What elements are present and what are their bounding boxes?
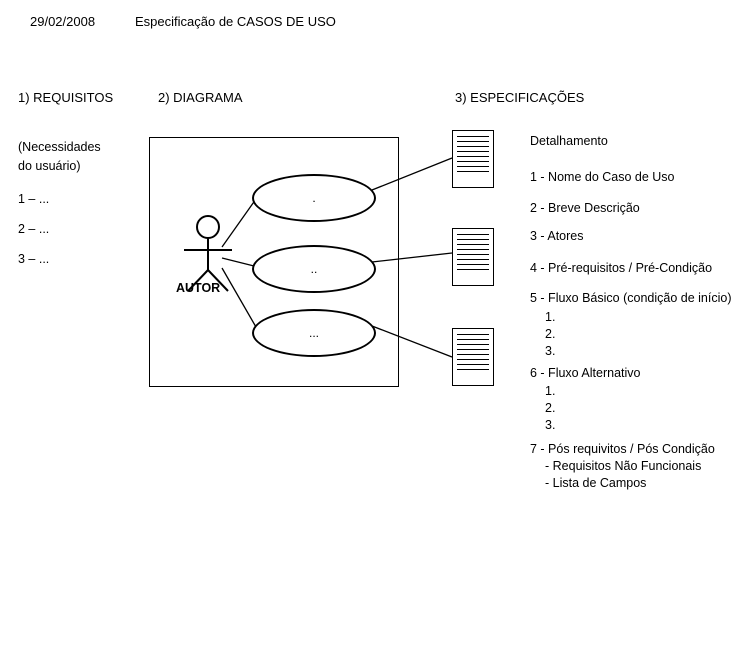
spec-subitem: 2.: [545, 401, 556, 415]
requisito-item: 1 – ...: [18, 192, 50, 206]
document-icon[interactable]: [452, 328, 494, 386]
actor-label: AUTOR: [176, 281, 221, 295]
spec-detail-title: Detalhamento: [530, 134, 608, 148]
document-line: [457, 161, 489, 162]
requisitos-note-line1: (Necessidades: [18, 140, 101, 154]
document-line: [457, 269, 489, 270]
spec-subitem: 1.: [545, 310, 556, 324]
spec-subitem: 3.: [545, 344, 556, 358]
document-line: [457, 344, 489, 345]
document-line: [457, 234, 489, 235]
document-line: [457, 171, 489, 172]
use-case-label: ..: [310, 262, 318, 276]
document-line: [457, 136, 489, 137]
section-heading-especificacoes: 3) ESPECIFICAÇÕES: [455, 90, 585, 105]
document-line: [457, 146, 489, 147]
use-case-ellipse[interactable]: [252, 174, 376, 222]
document-line: [457, 349, 489, 350]
spec-line: 3 - Atores: [530, 229, 584, 243]
spec-subitem: 1.: [545, 384, 556, 398]
document-line: [457, 339, 489, 340]
spec-subitem: - Lista de Campos: [545, 476, 647, 490]
document-line: [457, 166, 489, 167]
use-case-ellipse[interactable]: [252, 309, 376, 357]
spec-subitem: 3.: [545, 418, 556, 432]
section-heading-requisitos: 1) REQUISITOS: [18, 90, 114, 105]
spec-line: 4 - Pré-requisitos / Pré-Condição: [530, 261, 713, 275]
document-line: [457, 239, 489, 240]
header-date: 29/02/2008: [30, 14, 96, 29]
requisitos-note-line2: do usuário): [18, 159, 81, 173]
use-case-ellipse[interactable]: [252, 245, 376, 293]
use-case-label: .: [312, 191, 316, 205]
document-line: [457, 364, 489, 365]
document-line: [457, 369, 489, 370]
document-icon[interactable]: [452, 130, 494, 188]
page-title: Especificação de CASOS DE USO: [135, 14, 336, 29]
document-line: [457, 334, 489, 335]
document-line: [457, 151, 489, 152]
requisito-item: 2 – ...: [18, 222, 50, 236]
document-line: [457, 264, 489, 265]
document-icon[interactable]: [452, 228, 494, 286]
document-line: [457, 244, 489, 245]
section-heading-diagrama: 2) DIAGRAMA: [158, 90, 243, 105]
spec-line: 7 - Pós requivitos / Pós Condição: [530, 442, 715, 456]
document-line: [457, 156, 489, 157]
requisito-item: 3 – ...: [18, 252, 50, 266]
spec-line: 1 - Nome do Caso de Uso: [530, 170, 675, 184]
spec-subitem: 2.: [545, 327, 556, 341]
document-line: [457, 354, 489, 355]
use-case-label: ...: [308, 326, 319, 340]
spec-line: 5 - Fluxo Básico (condição de início): [530, 291, 732, 305]
spec-line: 6 - Fluxo Alternativo: [530, 366, 641, 380]
document-line: [457, 359, 489, 360]
requisitos-note: [18, 138, 148, 176]
spec-subitem: - Requisitos Não Funcionais: [545, 459, 702, 473]
document-line: [457, 141, 489, 142]
document-line: [457, 249, 489, 250]
document-line: [457, 259, 489, 260]
spec-line: 2 - Breve Descrição: [530, 201, 640, 215]
document-line: [457, 254, 489, 255]
